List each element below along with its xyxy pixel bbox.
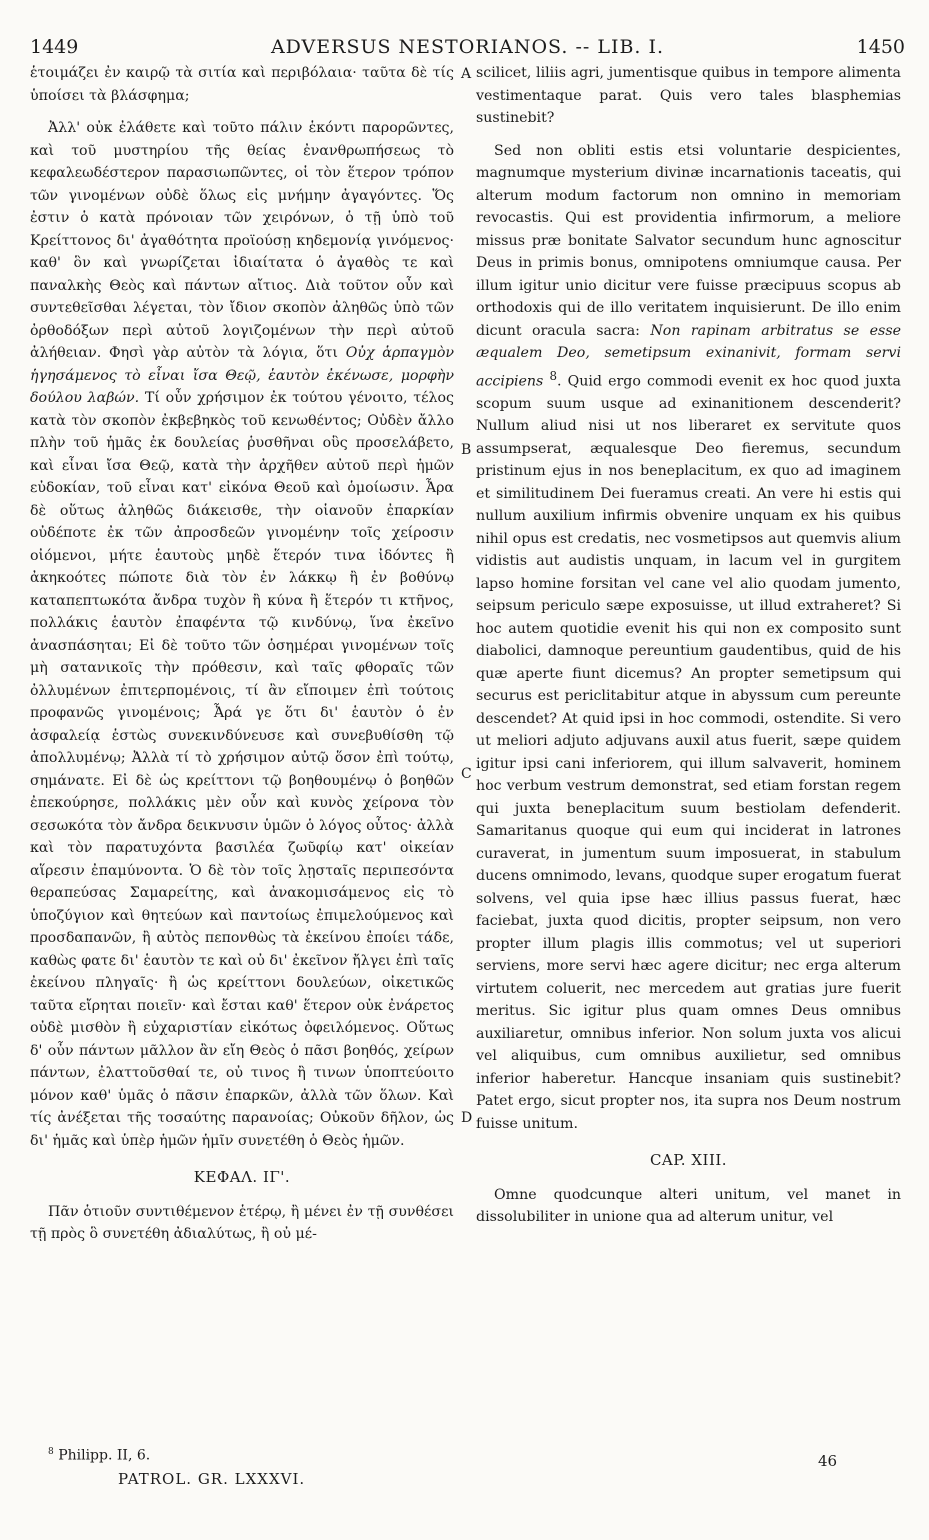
greek-paragraph-2-text: Ἀλλ' οὐκ ἐλάθετε καὶ τοῦτο πάλιν ἑκόντι παρορῶντες, καὶ τοῦ μυστηρίου τῆς θείας ἐνανθρωπήσεως τὸ κεφαλεωδέστερον παρασιωπῶντες, οἱ τὸν ἕτερον τρόπον τῶν γινομένων οὐδὲ ὅλως εἰς μνήμην ἀγαγόντες. Ὅς ἐστιν ὁ κατὰ πρόνοιαν τῶν χειρόνων, ὁ τῇ ὑπὸ τοῦ Κρείττονος δι' ἀγαθότητα προϊούσῃ κηδεμονίᾳ γινόμενος· καθ' ὃν καὶ γνωρίζεται ἰδιαίτατα ὁ ἀγαθὸς τε καὶ παναλκὴς Θεὸς καὶ πάντων αἴτιος. Διὰ τοῦτον οὖν καὶ συντεθεῖσθαι λέγεται, τὸν ἴδιον σκοπὸν ἀληθῶς ὑπὸ τῶν ὀρθοδόξων περὶ αὐτοῦ λογιζομένων τὴν περὶ αὐτοῦ ἀλήθειαν. Φησὶ γὰρ αὐτὸν τὰ λόγια, ὅτι — [30, 120, 454, 361]
greek-paragraph-2 — [30, 117, 454, 1152]
greek-paragraph-2-continued: Τί οὖν χρήσιμον ἐκ τούτου γένοιτο, τέλος κατὰ τὸν σκοπὸν ἐκβεβηκὸς τοῦ κενωθέντος; Οὐδὲν ἄλλο πλὴν τοῦ ἡμᾶς ἐκ δουλείας ῥυσθῆναι οὓς προσελάβετο, καὶ εἶναι ἴσα Θεῷ, κατὰ τὴν ἀρχῆθεν αὐτοῦ περὶ ἡμῶν εὐδοκίαν, τοῦ εἶναι κατ' εἰκόνα Θεοῦ καὶ ὁμοίωσιν. Ἆρα δὲ οὕτως ἀληθῶς διάκεισθε, τὴν οἱανοῦν ἐπαρκίαν οὐδέποτε ἐκ τῶν ἀπροσδεῶν γινομένην τοῖς χείροσιν οἰόμενοι, μήτε ἑαυτοὺς μηδὲ ἕτερόν τινα ἰδόντες ἢ ἀκηκοότες πώποτε διὰ τὸν ἐν λάκκῳ ἢ ἐν βοθύνῳ καταπεπτωκότα ἄνδρα τυχὸν ἢ κύνα ἢ ἕτερόν τι κτῆνος, πολλάκις ἑαυτὸν ἐπαφέντα τῷ κινδύνῳ, ἵνα ἐκεῖνο ἀνασπάσηται; Εἰ δὲ τοῦτο τῶν ὁσημέραι γινομένων τοῖς μὴ σατανικοῖς τὴν πρόθεσιν, καὶ ταῖς φθοραῖς τῶν ὀλλυμένων ἐπιτερπομένοις, τί ἂν εἴποιμεν ἐπὶ τούτοις προφανῶς γινομένοις; Ἆρά γε ὅτι δι' ἑαυτὸν ὁ ἐν ἀσφαλείᾳ ἑστὼς συνεκινδύνευσε καὶ συνεβυθίσθη τῷ ἀπολλυμένῳ; Ἀλλὰ τί τὸ χρήσιμον αὐτῷ ὅσον ἐπὶ τούτῳ, σημάνατε. Εἰ δὲ ὡς κρείττονι τῷ βοηθουμένῳ ὁ βοηθῶν ἐπεκούρησε, πολλάκις μὲν οὖν καὶ κυνὸς χείρονα τὸν σεσωκότα τὸν ἄνδρα δεικνυσιν ὑμῶν ὁ λόγος οὗτος· ἀλλὰ καὶ τὸν παρατυχόντα βασιλέα ζωῦφίῳ κατ' οἰκείαν αἵρεσιν ἐπαμύνοντα. Ὁ δὲ τὸν τοῖς λῃσταῖς περιπεσόντα θεραπεύσας Σαμαρείτης, καὶ ἀνακομισάμενος εἰς τὸ ὑποζύγιον καὶ θητεύων καὶ παντοίως ἐπιμελούμενος καὶ προσδαπανῶν, ἢ αὐτὸς πεπονθὼς τὰ ἐκείνου ἐποίει τάδε, καθὼς φατε δι' ἑαυτὸν τε καὶ οὐ δι' ἐκεῖνον ἤλγει ἐπὶ ταῖς ἐκείνου πληγαῖς· ἢ ὡς κρείττονι δουλεύων, οἰκετικῶς ταῦτα εἴρηται ποιεῖν· καὶ ἔσται καθ' ἕτερον οὐκ ἐνάρετος οὐδὲ μισθὸν ἢ εὐχαριστίαν εἰκότως ὀφειλόμενος. Οὕτως δ' οὖν πάντων μᾶλλον ἂν εἴη Θεὸς ὁ πᾶσι βοηθός, χείρων πάντων, ἐλαττοῦσθαί τε, οὐ τινος ἢ τινων ὑποπτεύοιτο μόνον καθ' ὑμᾶς ὁ πᾶσιν ἐπαρκῶν, ἀλλὰ τῶν ὅλων. Καὶ τίς ἀνέξεται τῆς τοσαύτης παρανοίας; Οὐκοῦν δῆλον, ὡς δι' ἡμᾶς καὶ ὑπὲρ ἡμῶν ἡμῖν συνετέθη ὁ Θεὸς ἡμῶν. — [30, 390, 454, 1149]
latin-paragraph-3: Omne quodcunque alteri unitum, vel manet in dissolubiliter in unione qua ad alterum unitur, vel — [476, 1186, 901, 1226]
margin-letter-a: A — [461, 66, 472, 82]
footnote-text: Philipp. II, 6. — [58, 1447, 151, 1464]
right-page-number: 1450 — [856, 36, 905, 58]
latin-chapter-heading: CAP. XIII. — [649, 1151, 728, 1170]
footnote-reference: 8 — [549, 368, 557, 383]
latin-paragraph-2-text: Sed non obliti estis etsi voluntarie despicientes, magnumque mysterium divinæ incarnationis taceatis, qui alterum modum factorum non omnino in memoriam revocastis. Qui est providentia infirmorum, a meliore missus præ bonitate Salvator secundum hunc agnoscitur Deus in primis bonus, omnipotens omniumque causa. Per illum igitur unio dicitur vere fuisse præcipuus scopus ab orthodoxis qui de illo veritatem inquisierunt. De illo enim dicunt oracula sacra: — [476, 142, 901, 339]
latin-paragraph-2 — [476, 140, 901, 1136]
signature-number: 46 — [818, 1452, 838, 1470]
footnote — [48, 1447, 150, 1464]
greek-paragraph-1: ἑτοιμάζει ἐν καιρῷ τὰ σιτία καὶ περιβόλαια· ταῦτα δὲ τίς ὑποίσει τὰ βλάσφημα; — [30, 65, 454, 104]
greek-column — [30, 62, 454, 1246]
margin-letter-d: D — [461, 1110, 473, 1126]
latin-paragraph-2-continued: . Quid ergo commodi evenit ex hoc quod juxta scopum suum usque ad exinanitionem descenderit? Nullum aliud nisi ut nos liberaret ex servitute quos assumpserat, æqualesque Deo fieremus, secundum pristinum ejus in nos beneplacitum, ex quo ad imaginem et similitudinem Dei fueramus creati. An vere hi estis qui nullum auxilium infirmis obvenire unquam ex his quibus nihil opus est credatis, nec vosmetipsos aut quemvis alium vidistis aut audistis unquam, in lacum vel in gurgitem lapso homine forsitan vel cane vel alio quodam jumento, seipsum periculo sæpe exposuisse, ut illud extraheret? Si hoc autem quotidie evenit his qui non ex composito sunt diabolici, damnoque pereuntium gaudentibus, quid de his quæ aperte fiunt dicemus? An propter semetipsum qui securus est periclitabitur atque in abyssum cum pereunte descendet? At quid ipsi in hoc commodi, ostendite. Si vero ut meliori adjuto adjuvans auxil atus fuerit, sæpe quidem igitur ipsi cani inferiorem, qui illum salvaverit, hominem hoc verbum vestrum demonstrat, sed etiam forstan regem qui juxta beneplacitum suum bestiolam defenderit. Samaritanus quoque qui eum qui inciderat in latrones curaverat, in jumentum suum imposuerat, in stabulum ducens omnimodo, levans, quodque super erogatum fuerat solvens, vel quia ipse hæc illius passus fuerat, hæc faciebat, juxta quod dicitis, propter seipsum, non vero propter illum plagis illis commotus; vel ut superiori serviens, more servi hæc agere dicitur; nec erga alterum virtutem coluerit, nec mercedem aut gratias jure fuerit meritus. Sic igitur plus quam omnes Deus omnibus auxiliaretur, omnibus inferior. Non solum juxta vos alicui vel aliquibus, cum omnibus auxilietur, sed omnibus inferior haberetur. Hancque insaniam quis sustinebit? Patet ergo, sicut propter nos, ita supra nos Deum nostrum fuisse unitum. — [476, 373, 901, 1132]
footnote-mark: 8 — [48, 1447, 54, 1457]
left-page-number: 1449 — [30, 36, 79, 58]
volume-line: PATROL. GR. LXXXVI. — [118, 1470, 306, 1488]
greek-chapter-heading: ΚΕΦΑΛ. ΙΓ'. — [193, 1168, 291, 1186]
latin-paragraph-1: scilicet, liliis agri, jumentisque quibus in tempore alimenta vestimentaque parat. Quis vero tales blasphemias sustinebit? — [476, 65, 901, 126]
page-header — [30, 36, 905, 60]
greek-scripture-quote: Οὐχ ἁρπαγμὸν ἡγησάμενος τὸ εἶναι ἴσα Θεῷ, ἑαυτὸν ἐκένωσε, μορφὴν δούλου λαβών. — [30, 345, 455, 406]
running-title: ADVERSUS NESTORIANOS. -- LIB. I. — [270, 36, 665, 58]
margin-letter-c: C — [461, 766, 472, 782]
latin-scripture-quote: Non rapinam arbitratus se esse æqualem Deo, semetipsum exinanivit, formam servi accipiens — [476, 322, 901, 390]
latin-column — [476, 62, 901, 1229]
greek-paragraph-3: Πᾶν ὁτιοῦν συντιθέμενον ἑτέρῳ, ἢ μένει ἐν τῇ συνθέσει τῇ πρὸς ὃ συνετέθη ἀδιαλύτως, ἢ οὐ μέ- — [30, 1203, 454, 1242]
margin-letter-b: B — [461, 442, 472, 458]
